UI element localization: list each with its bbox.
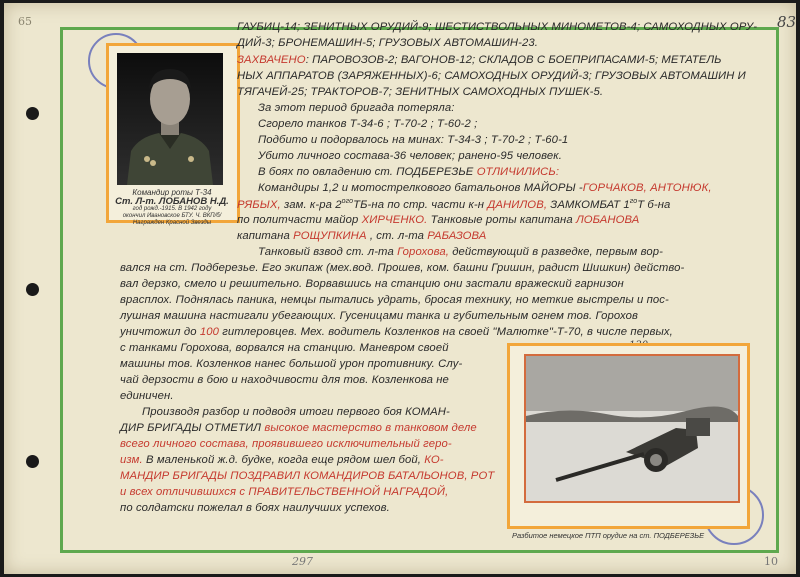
punch-hole bbox=[26, 283, 39, 296]
text-span: действующий в разведке, первым вор- bbox=[448, 246, 663, 258]
text-line bbox=[237, 54, 722, 66]
punch-hole bbox=[26, 107, 39, 120]
bottom-mark: 10 bbox=[764, 555, 778, 568]
text-line: лушная машина настигали убегающих. Гусеницами танка и губительным огнем тов. Горохов bbox=[120, 310, 639, 322]
text-line: Сгорело танков Т-34-6 ; Т-70-2 ; Т-60-2 ; bbox=[258, 118, 478, 130]
text-line: Подбито и подорвалось на минах: Т-34-3 ; Т-70-2 ; Т-60-1 bbox=[258, 134, 569, 146]
text-span: РАБАЗОВА bbox=[427, 230, 487, 242]
text-line: вался на ст. Подберезье. Его экипаж (мех.вод. Прошев, ком. башни Гришин, радист Шишкин) действо- bbox=[120, 262, 685, 274]
corner-mark: 65 bbox=[18, 15, 32, 28]
text-line bbox=[120, 326, 673, 338]
text-span: гитлеровцев. Мех. водитель Козленков на своей "Малютке"-Т-70, в числе первых, bbox=[219, 326, 673, 338]
portrait-photo-card bbox=[106, 43, 240, 226]
text-line: НЫХ АППАРАТОВ (ЗАРЯЖЕННЫХ)-6; САМОХОДНЫХ ОРУДИЙ-3; ГРУЗОВЫХ АВТОМАШИН И bbox=[237, 70, 746, 82]
text-line bbox=[120, 422, 477, 434]
text-span: Командиры 1,2 и мотострелкового батальонов МАЙОРЫ - bbox=[258, 182, 583, 194]
text-line: Убито личного состава-36 человек; ранено-95 человек. bbox=[258, 150, 562, 162]
text-line: чай дерзости в бою и находчивости для тов. Козленкова не bbox=[120, 374, 449, 386]
document-sheet bbox=[4, 3, 796, 574]
field-photo bbox=[524, 354, 740, 503]
text-line bbox=[120, 454, 444, 466]
text-line: единичен. bbox=[120, 390, 174, 402]
text-span: капитана bbox=[237, 230, 294, 242]
text-span: Танковый взвод ст. л-та bbox=[258, 246, 398, 258]
text-line: ГАУБИЦ-14; ЗЕНИТНЫХ ОРУДИЙ-9; ШЕСТИСТВОЛЬНЫХ МИНОМЕТОВ-4; САМОХОДНЫХ ОРУ- bbox=[237, 21, 758, 33]
text-line: всего личного состава, проявившего исключительный геро- bbox=[120, 438, 452, 450]
text-line: и всех отличившихся с ПРАВИТЕЛЬСТВЕННОЙ НАГРАДОЙ, bbox=[120, 486, 449, 498]
text-span: КО- bbox=[424, 454, 444, 466]
text-span: РЯБЫХ, bbox=[237, 198, 281, 211]
text-span: : ПАРОВОЗОВ-2; ВАГОНОВ-12; СКЛАДОВ С БОЕПРИПАСАМИ-5; МЕТАТЕЛЬ bbox=[305, 54, 722, 66]
text-line: МАНДИР БРИГАДЫ ПОЗДРАВИЛ КОМАНДИРОВ БАТАЛЬОНОВ, РОТ bbox=[120, 470, 495, 482]
text-span: Танковые роты капитана bbox=[427, 214, 576, 226]
portrait-caption bbox=[112, 188, 232, 227]
text-span: Т б-на bbox=[637, 198, 671, 211]
text-span: ЗАМКОМБАТ 1 bbox=[547, 198, 630, 211]
text-line: За этот период бригада потеряла: bbox=[258, 102, 455, 114]
text-span: ЛОБАНОВА bbox=[575, 214, 640, 226]
text-span: ГОРЧАКОВ, АНТОНЮК, bbox=[582, 182, 712, 194]
text-line bbox=[258, 182, 712, 194]
text-span: зам. к-ра 2 bbox=[280, 198, 342, 211]
field-photo-card bbox=[507, 343, 750, 540]
text-line: по солдатски пожелал в боях наилучших успехов. bbox=[120, 502, 390, 514]
text-line: машины тов. Козленков нанес большой урон противнику. Слу- bbox=[120, 358, 463, 370]
text-line bbox=[258, 166, 559, 178]
caption-line: год рожд.-1915. В 1942 году bbox=[132, 206, 212, 212]
page-number: 83 bbox=[777, 13, 797, 31]
text-line: с танками Горохова, ворвался на станцию. Маневром своей bbox=[120, 342, 449, 354]
text-span: В маленькой ж.д. будке, когда еще рядом шел бой, bbox=[142, 454, 425, 466]
text-span: ТБ-на по стр. части к-н bbox=[353, 198, 488, 211]
caption-line: Награжден Красной Звезды bbox=[132, 220, 212, 226]
caption-line: окончил Ивановское БТУ. Ч. ВКП/б/ bbox=[122, 213, 222, 219]
caption-name: Ст. Л-т. ЛОБАНОВ Н.Д. bbox=[115, 196, 229, 207]
text-span: ЗАХВАЧЕНО bbox=[237, 54, 306, 66]
text-line: врасплох. Поднялась паника, немцы пытались удрать, бросая технику, но меткие выстрелы и пос- bbox=[120, 294, 669, 306]
text-line: Производя разбор и подводя итоги первого боя КОМАН- bbox=[142, 406, 450, 418]
text-span: ДАНИЛОВ, bbox=[487, 198, 548, 211]
text-span: высокое мастерство в танковом деле bbox=[264, 422, 477, 434]
text-span: , ст. л-та bbox=[366, 230, 428, 242]
bottom-mark: 297 bbox=[292, 555, 313, 568]
text-span: В боях по овладению ст. ПОДБЕРЕЗЬЕ bbox=[258, 166, 474, 178]
caption-line: Командир роты Т-34 bbox=[132, 188, 212, 197]
text-span: ОТЛИЧИЛИСЬ: bbox=[476, 166, 560, 178]
text-line bbox=[237, 214, 639, 226]
portrait-photo bbox=[117, 53, 223, 185]
text-span: уничтожил до bbox=[120, 326, 200, 338]
text-span: по политчасти майор bbox=[237, 214, 362, 226]
text-line: ДИЙ-3; БРОНЕМАШИН-5; ГРУЗОВЫХ АВТОМАШИН-23. bbox=[237, 37, 539, 49]
text-line bbox=[258, 246, 663, 258]
text-span: РОЩУПКИНА bbox=[293, 230, 367, 242]
text-line bbox=[237, 230, 486, 242]
text-span: 100 bbox=[199, 326, 219, 338]
punch-hole bbox=[26, 455, 39, 468]
text-line: вал дерзко, смело и решительно. Ворвавшись на станцию они застали вражеский гарнизон bbox=[120, 278, 624, 290]
field-photo-caption: Разбитое немецкое ПТП орудие на ст. ПОДБЕРЕЗЬЕ bbox=[512, 531, 705, 540]
text-line: РЯБЫХ, зам. к-ра $2^{ого}ТБ-на$ по стр. части к-н ДАНИЛОВ, ЗАМКОМБАТ $1^{го}Т$ б-на bbox=[237, 198, 671, 211]
text-span: Горохова, bbox=[397, 246, 449, 258]
text-span: ХИРЧЕНКО. bbox=[361, 214, 428, 226]
text-span: ДИР БРИГАДЫ ОТМЕТИЛ bbox=[120, 422, 265, 434]
text-span: изм. bbox=[120, 454, 143, 466]
text-line: ТЯГАЧЕЙ-25; ТРАКТОРОВ-7; ЗЕНИТНЫХ САМОХОДНЫХ ПУШЕК-5. bbox=[237, 86, 604, 98]
